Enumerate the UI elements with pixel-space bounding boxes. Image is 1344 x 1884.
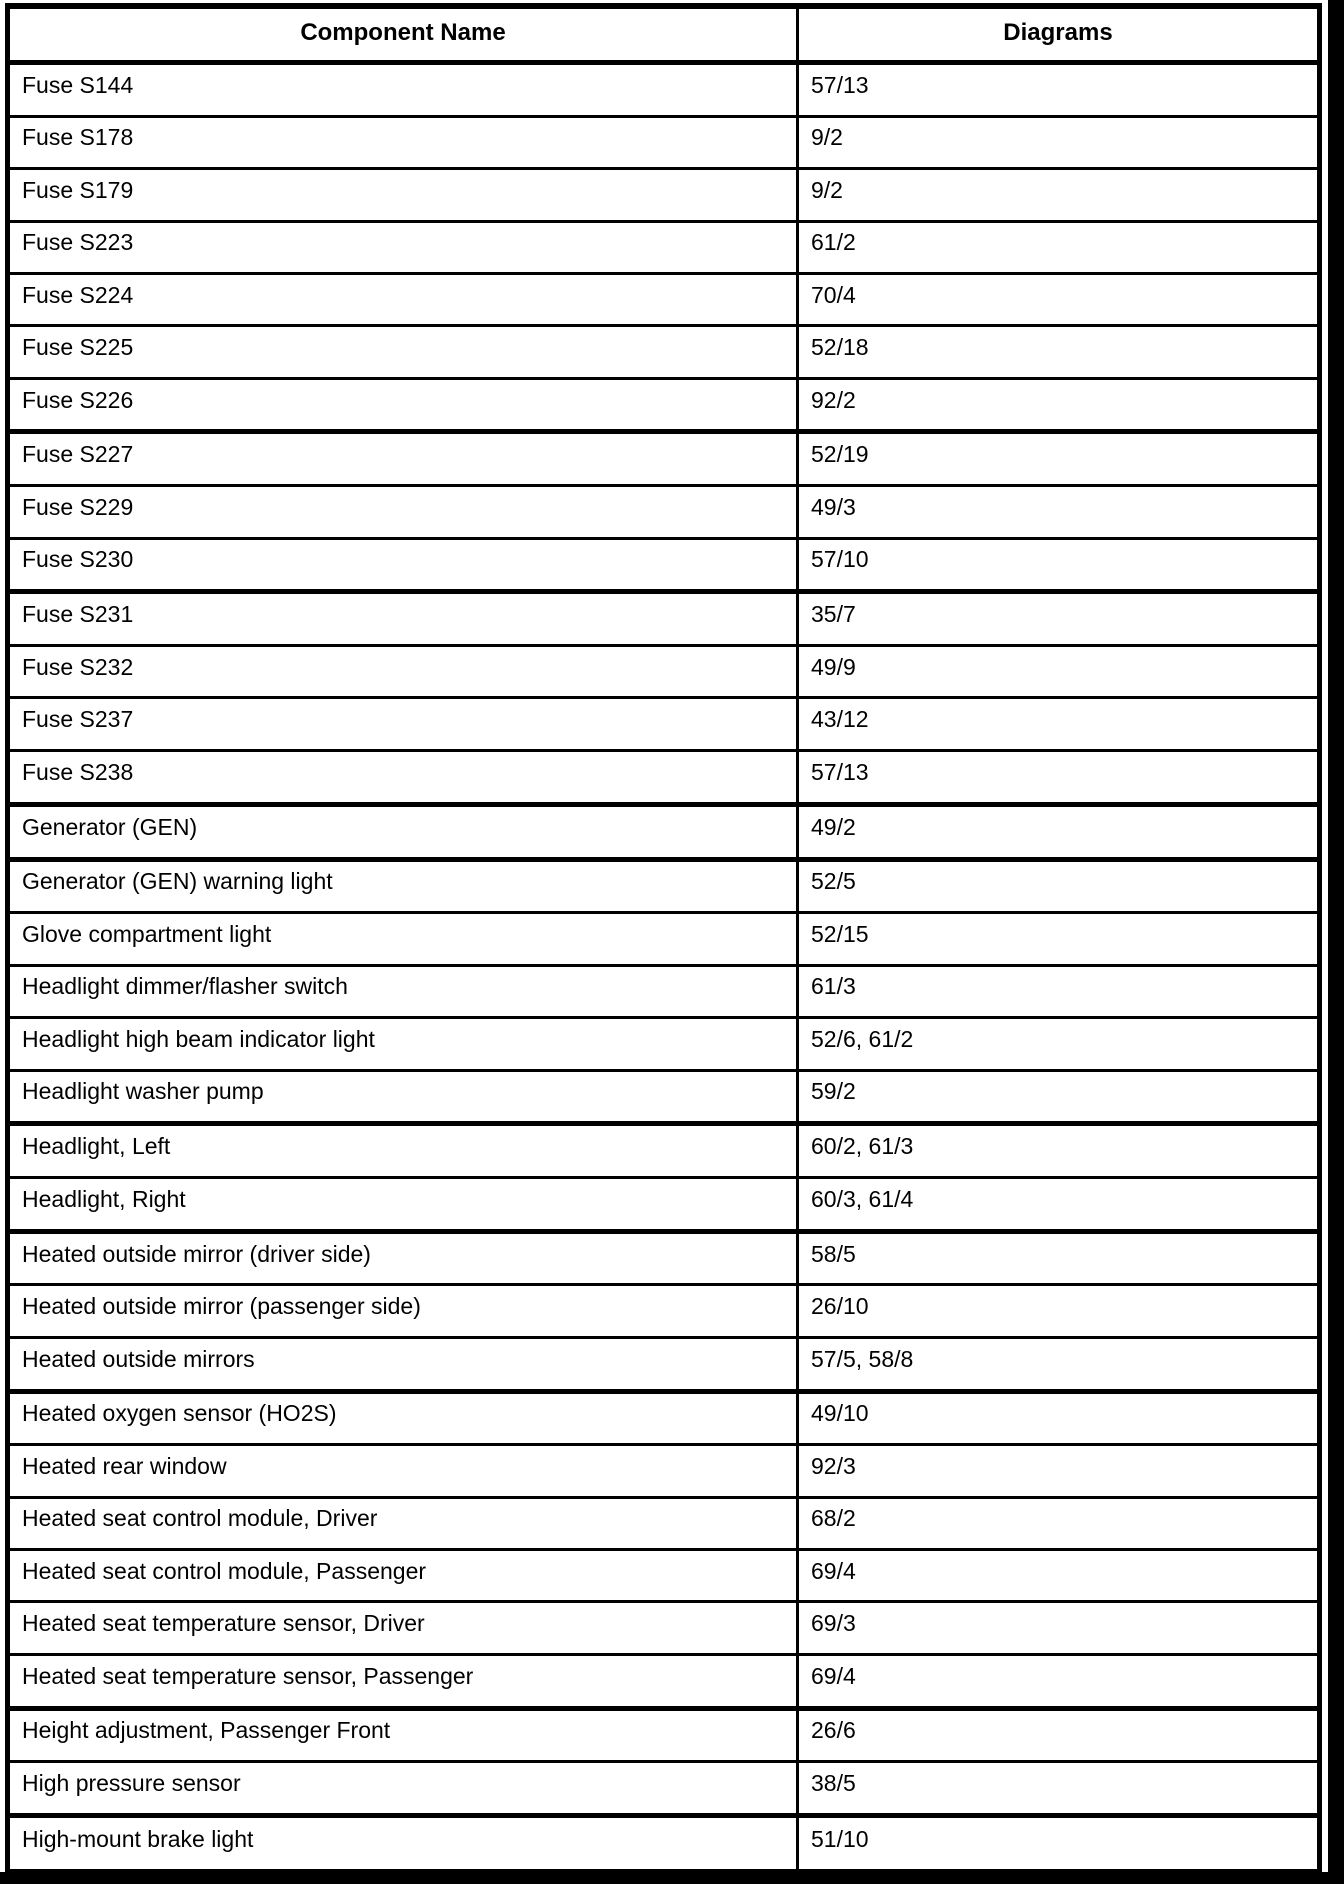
component-name-cell: Fuse S144 <box>8 63 798 117</box>
diagrams-cell: 26/6 <box>798 1708 1320 1762</box>
diagrams-cell: 52/19 <box>798 432 1320 486</box>
component-name-cell: Fuse S237 <box>8 698 798 750</box>
table-row <box>8 1018 1320 1070</box>
component-name-cell: Fuse S225 <box>8 326 798 378</box>
component-name-cell: Generator (GEN) warning light <box>8 859 798 913</box>
diagrams-cell: 9/2 <box>798 116 1320 168</box>
component-name-cell: Heated seat control module, Driver <box>8 1497 798 1549</box>
diagrams-cell: 57/5, 58/8 <box>798 1337 1320 1391</box>
component-name-cell: Headlight dimmer/flasher switch <box>8 965 798 1017</box>
component-name-cell: Fuse S178 <box>8 116 798 168</box>
component-name-cell: Heated outside mirrors <box>8 1337 798 1391</box>
diagrams-cell: 70/4 <box>798 273 1320 325</box>
diagrams-cell: 92/2 <box>798 378 1320 432</box>
diagrams-cell: 69/3 <box>798 1602 1320 1654</box>
diagrams-cell: 57/10 <box>798 538 1320 592</box>
diagrams-cell: 69/4 <box>798 1654 1320 1708</box>
table-row <box>8 804 1320 859</box>
diagrams-cell: 49/9 <box>798 646 1320 698</box>
component-name-cell: Heated seat temperature sensor, Driver <box>8 1602 798 1654</box>
component-name-cell: Fuse S230 <box>8 538 798 592</box>
diagrams-cell: 58/5 <box>798 1231 1320 1285</box>
diagrams-cell: 9/2 <box>798 169 1320 221</box>
component-name-cell: Heated outside mirror (passenger side) <box>8 1285 798 1337</box>
table-row <box>8 1550 1320 1602</box>
component-name-cell: Fuse S231 <box>8 592 798 646</box>
table-row <box>8 592 1320 646</box>
component-name-cell: Heated outside mirror (driver side) <box>8 1231 798 1285</box>
table-row <box>8 538 1320 592</box>
component-name-cell: Heated seat temperature sensor, Passenger <box>8 1654 798 1708</box>
diagrams-cell: 52/18 <box>798 326 1320 378</box>
table-row <box>8 1337 1320 1391</box>
diagrams-cell: 57/13 <box>798 63 1320 117</box>
diagrams-cell: 61/2 <box>798 221 1320 273</box>
table-row <box>8 1231 1320 1285</box>
component-name-cell: Fuse S227 <box>8 432 798 486</box>
table-row <box>8 1602 1320 1654</box>
diagrams-cell: 51/10 <box>798 1816 1320 1874</box>
table-row <box>8 646 1320 698</box>
table-row <box>8 965 1320 1017</box>
column-header-diagrams: Diagrams <box>798 6 1320 63</box>
diagrams-cell: 35/7 <box>798 592 1320 646</box>
diagrams-cell: 52/5 <box>798 859 1320 913</box>
component-name-cell: Fuse S223 <box>8 221 798 273</box>
table-row <box>8 1391 1320 1445</box>
component-name-cell: Fuse S226 <box>8 378 798 432</box>
table-row <box>8 1497 1320 1549</box>
scan-edge-bottom <box>0 1872 1344 1884</box>
diagrams-cell: 49/3 <box>798 486 1320 538</box>
table-row <box>8 913 1320 965</box>
component-name-cell: Heated seat control module, Passenger <box>8 1550 798 1602</box>
diagrams-cell: 60/3, 61/4 <box>798 1177 1320 1231</box>
component-name-cell: Glove compartment light <box>8 913 798 965</box>
component-name-cell: Fuse S224 <box>8 273 798 325</box>
table-row <box>8 432 1320 486</box>
table-row <box>8 221 1320 273</box>
diagrams-cell: 38/5 <box>798 1762 1320 1816</box>
table-row <box>8 378 1320 432</box>
table-row <box>8 1654 1320 1708</box>
table-row <box>8 1124 1320 1178</box>
component-name-cell: Height adjustment, Passenger Front <box>8 1708 798 1762</box>
diagrams-cell: 59/2 <box>798 1070 1320 1124</box>
diagrams-cell: 60/2, 61/3 <box>798 1124 1320 1178</box>
component-name-cell: Fuse S232 <box>8 646 798 698</box>
component-diagram-table <box>5 3 1322 1878</box>
component-name-cell: Generator (GEN) <box>8 804 798 859</box>
diagrams-cell: 52/6, 61/2 <box>798 1018 1320 1070</box>
component-name-cell: Fuse S238 <box>8 750 798 804</box>
table-row <box>8 1285 1320 1337</box>
component-name-cell: Heated rear window <box>8 1445 798 1497</box>
component-name-cell: High-mount brake light <box>8 1816 798 1874</box>
table-row <box>8 169 1320 221</box>
component-name-cell: Headlight washer pump <box>8 1070 798 1124</box>
column-header-component-name: Component Name <box>8 6 798 63</box>
diagrams-cell: 68/2 <box>798 1497 1320 1549</box>
diagrams-cell: 43/12 <box>798 698 1320 750</box>
component-name-cell: Heated oxygen sensor (HO2S) <box>8 1391 798 1445</box>
table-row <box>8 859 1320 913</box>
component-name-cell: Fuse S179 <box>8 169 798 221</box>
table-row <box>8 63 1320 117</box>
table-row <box>8 273 1320 325</box>
table-row <box>8 698 1320 750</box>
table-row <box>8 1445 1320 1497</box>
diagrams-cell: 26/10 <box>798 1285 1320 1337</box>
table-row <box>8 1816 1320 1874</box>
table-row <box>8 326 1320 378</box>
diagrams-cell: 61/3 <box>798 965 1320 1017</box>
table-row <box>8 486 1320 538</box>
table-row <box>8 1762 1320 1816</box>
diagrams-cell: 57/13 <box>798 750 1320 804</box>
diagrams-cell: 52/15 <box>798 913 1320 965</box>
header-row <box>8 6 1320 63</box>
diagrams-cell: 49/10 <box>798 1391 1320 1445</box>
component-name-cell: Fuse S229 <box>8 486 798 538</box>
table-row <box>8 1177 1320 1231</box>
component-name-cell: Headlight, Right <box>8 1177 798 1231</box>
component-name-cell: High pressure sensor <box>8 1762 798 1816</box>
table-row <box>8 1708 1320 1762</box>
table-row <box>8 750 1320 804</box>
table-row <box>8 1070 1320 1124</box>
diagrams-cell: 92/3 <box>798 1445 1320 1497</box>
component-name-cell: Headlight high beam indicator light <box>8 1018 798 1070</box>
table-body <box>8 63 1320 1874</box>
scan-edge-right <box>1328 0 1344 1884</box>
diagrams-cell: 49/2 <box>798 804 1320 859</box>
table-row <box>8 116 1320 168</box>
component-name-cell: Headlight, Left <box>8 1124 798 1178</box>
diagrams-cell: 69/4 <box>798 1550 1320 1602</box>
